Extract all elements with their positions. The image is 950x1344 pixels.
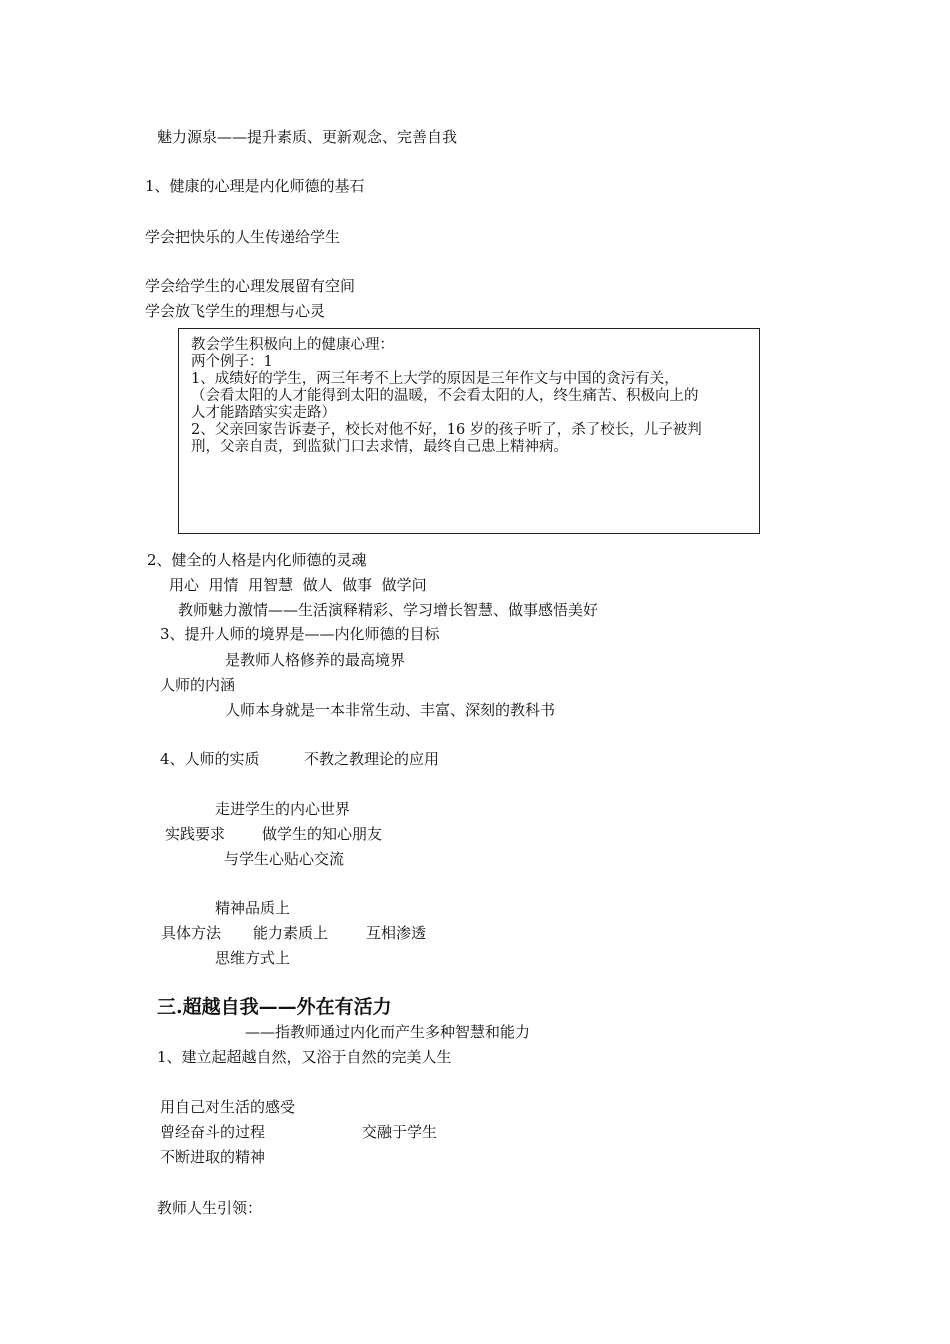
section2-qualities: 用心 用情 用智慧 做人 做事 做学问: [169, 576, 427, 594]
method-label: 具体方法: [161, 924, 222, 942]
box-line: 人才能踏踏实实走路）: [191, 405, 336, 421]
section2-heading: 2、健全的人格是内化师德的灵魂: [147, 551, 367, 569]
section4-heading: 4、人师的实质: [160, 750, 260, 768]
box-line: 2、父亲回家告诉妻子，校长对他不好，16 岁的孩子听了，杀了校长，儿子被判: [191, 422, 702, 438]
box-line: 刑，父亲自责，到监狱门口去求情，最终自己患上精神病。: [191, 439, 568, 455]
section3-connotation-label: 人师的内涵: [160, 676, 236, 694]
section4-heading-detail: 不教之教理论的应用: [304, 750, 440, 768]
practice-label: 实践要求: [165, 825, 226, 843]
guide-label: 教师人生引领：: [157, 1199, 263, 1217]
part3-item1: 1、建立起超越自然，又浴于自然的完美人生: [157, 1048, 452, 1066]
practice-item: 与学生心贴心交流: [224, 850, 345, 868]
practice-item: 做学生的知心朋友: [262, 825, 383, 843]
example-box: [178, 328, 760, 534]
section3-heading: 3、提升人师的境界是——内化师德的目标: [160, 625, 440, 643]
box-line: 两个例子：1: [191, 354, 273, 370]
intro-title: 魅力源泉——提升素质、更新观念、完善自我: [157, 128, 458, 146]
box-line: 1、成绩好的学生，两三年考不上大学的原因是三年作文与中国的贪污有关，: [191, 371, 679, 387]
section2-charm: 教师魅力激情——生活演释精彩、学习增长智慧、做事感悟美好: [178, 601, 599, 619]
box-line: （会看太阳的人才能得到太阳的温暖，不会看太阳的人，终生痛苦、积极向上的: [191, 388, 699, 404]
feeling-item: 不断进取的精神: [160, 1148, 266, 1166]
blend-text: 交融于学生: [362, 1123, 438, 1141]
method-item: 能力素质上: [253, 924, 329, 942]
method-item: 思维方式上: [215, 949, 291, 967]
feeling-item: 曾经奋斗的过程: [160, 1123, 266, 1141]
practice-item: 走进学生的内心世界: [215, 800, 351, 818]
method-item: 精神品质上: [215, 899, 291, 917]
section1-heading: 1、健康的心理是内化师德的基石: [145, 177, 365, 195]
section1-point3: 学会放飞学生的理想与心灵: [145, 302, 326, 320]
section3-connotation: 人师本身就是一本非常生动、丰富、深刻的教科书: [225, 701, 556, 719]
section3-sub: 是教师人格修养的最高境界: [225, 651, 406, 669]
section1-point1: 学会把快乐的人生传递给学生: [145, 228, 341, 246]
feeling-item: 用自己对生活的感受: [160, 1098, 296, 1116]
part3-subtitle: ——指教师通过内化而产生多种智慧和能力: [245, 1023, 531, 1041]
section1-point2: 学会给学生的心理发展留有空间: [145, 277, 356, 295]
method-note: 互相渗透: [366, 924, 427, 942]
box-line: 教会学生积极向上的健康心理：: [191, 337, 394, 353]
part3-title: 三.超越自我——外在有活力: [157, 996, 392, 1018]
